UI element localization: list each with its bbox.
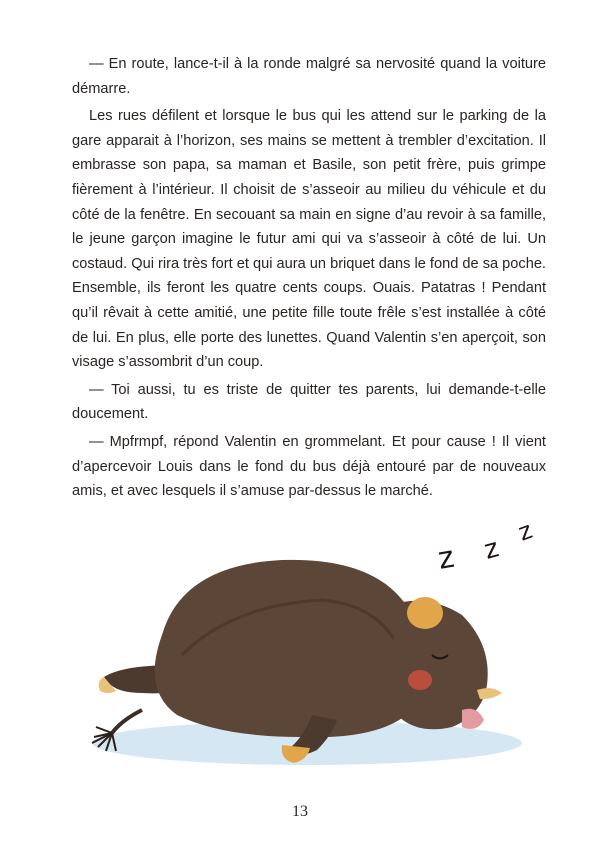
snout-shape <box>407 597 443 629</box>
tusk-shape <box>477 688 502 699</box>
ear-shape <box>462 709 484 729</box>
paragraph-2: Les rues défilent et lorsque le bus qui les attend sur le parking de la gare apparait à l’horizon, ses mains se mettent à trembler d’excitation. Il embrasse son papa, sa maman et Basile, son petit frère, puis grimpe fièrement à l’intérieur. Il choisit de s’asseoir au milieu du véhicule et du côté de la fenêtre. En secouant sa main en signe d’au revoir à sa famille, le jeune garçon imagine le futur ami qui va s’asseoir à côté de lui. Un costaud. Qui rira très fort et qui aura un briquet dans le fond de sa poche. Ensemble, ils feront les quatre cents coups. Ouais. Patatras ! Pendant qu’il rêvait à cette amitié, une petite fille toute frêle s’est installée à côté de lui. En plus, elle porte des lunettes. Quand Valentin s’en aperçoit, son visage s’assombrit d’un coup. <box>72 108 546 371</box>
page-number: 13 <box>292 803 308 820</box>
paragraph-3: — Toi aussi, tu es triste de quitter tes parents, lui demande-t-elle doucement. <box>72 381 546 423</box>
body-shape <box>155 560 425 737</box>
sleeping-boar-illustration <box>82 505 552 790</box>
snore-letter-1: z <box>435 539 457 577</box>
snore-letter-2: z <box>481 533 503 566</box>
body-text <box>72 52 546 507</box>
paragraph-1: — En route, lance-t-il à la ronde malgré sa nervosité quand la voiture démarre. <box>72 56 546 97</box>
paragraph-4: — Mpfrmpf, répond Valentin en grommelant. Et pour cause ! Il vient d’apercevoir Louis dans le fond du bus déjà entouré par de nouveaux amis, et avec lesquels il s’amuse par-dessus le marché. <box>72 433 546 500</box>
snore-letter-3: z <box>514 516 536 547</box>
cheek-blush <box>408 670 432 690</box>
